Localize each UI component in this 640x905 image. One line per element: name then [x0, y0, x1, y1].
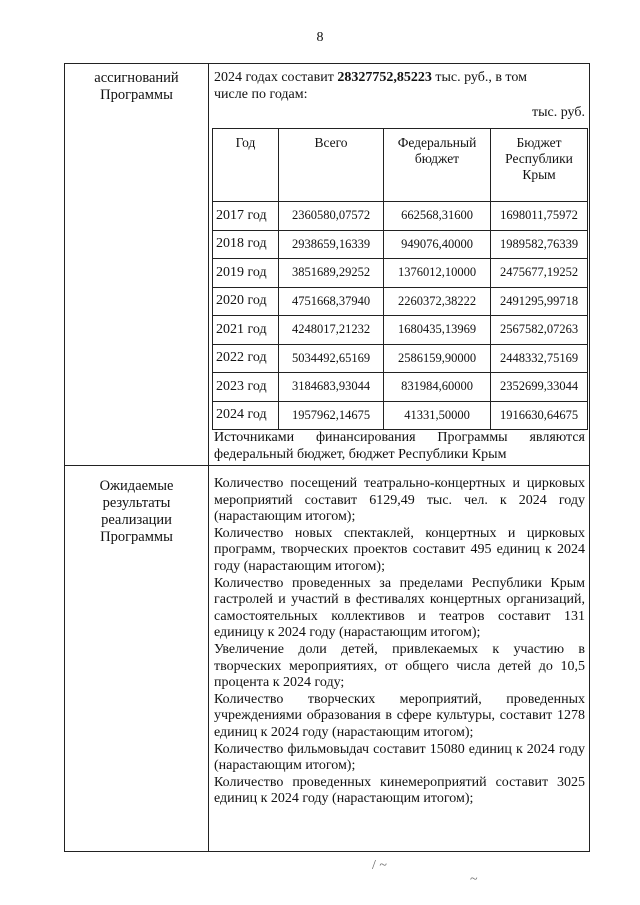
- row-divider: [64, 465, 590, 466]
- row-federal: 2260372,38222: [384, 287, 491, 316]
- row-regional: 2567582,07263: [491, 316, 588, 345]
- section2-label-line: реализации: [101, 512, 172, 528]
- row-federal: 831984,60000: [384, 373, 491, 402]
- funding-intro: [214, 70, 585, 103]
- row-year: 2024 год: [213, 401, 279, 430]
- row-regional: 2475677,19252: [491, 259, 588, 288]
- row-year: 2020 год: [213, 287, 279, 316]
- table-row: [213, 316, 588, 345]
- row-federal: 949076,40000: [384, 230, 491, 259]
- result-item: Увеличение доли детей, привлекаемых к участию в творческих мероприятиях, от общего числа детей до 10,5 процента к 2024 году;: [214, 641, 585, 691]
- header-federal: Федеральный бюджет: [384, 129, 491, 202]
- result-item: Количество творческих мероприятий, проведенных учреждениями образования в сфере культуры, составит 1278 единиц к 2024 году (нарастающим итогом);: [214, 691, 585, 740]
- row-federal: 41331,50000: [384, 401, 491, 430]
- page-number: 8: [316, 30, 324, 45]
- handwritten-mark: / ~: [372, 858, 387, 873]
- row-total: 5034492,65169: [279, 344, 384, 373]
- handwritten-mark: ~: [470, 872, 478, 887]
- row-regional: 2491295,99718: [491, 287, 588, 316]
- funding-intro-pre: 2024 годах составит: [214, 70, 338, 85]
- table-row: [213, 202, 588, 231]
- table-row: [213, 401, 588, 430]
- funding-intro-line2: числе по годам:: [214, 86, 308, 102]
- row-federal: 2586159,90000: [384, 344, 491, 373]
- table-row: [213, 287, 588, 316]
- row-regional: 2448332,75169: [491, 344, 588, 373]
- result-item: Количество новых спектаклей, концертных и цирковых программ, творческих проектов составит 495 единиц к 2024 году (нарастающим итогом);: [214, 525, 585, 574]
- funding-sources: Источниками финансирования Программы являются федеральный бюджет, бюджет Республики Крым: [214, 430, 585, 462]
- row-regional: 1698011,75972: [491, 202, 588, 231]
- row-regional: 1989582,76339: [491, 230, 588, 259]
- section1-label-line2: Программы: [100, 87, 173, 103]
- row-regional: 1916630,64675: [491, 401, 588, 430]
- row-total: 2360580,07572: [279, 202, 384, 231]
- header-year: Год: [213, 129, 279, 202]
- row-federal: 1680435,13969: [384, 316, 491, 345]
- table-row: [213, 344, 588, 373]
- expected-results: [214, 476, 585, 808]
- row-federal: 662568,31600: [384, 202, 491, 231]
- column-divider: [208, 63, 209, 852]
- result-item: Количество проведенных за пределами Республики Крым гастролей и участий в фестивалях концертных организаций, самостоятельных коллективов и театров составит 131 единицу к 2024 году (нарастающим итогом);: [214, 575, 585, 641]
- table-row: [213, 373, 588, 402]
- section1-label-line1: ассигнований: [94, 70, 179, 86]
- section2-label: [64, 478, 209, 546]
- row-year: 2021 год: [213, 316, 279, 345]
- row-year: 2023 год: [213, 373, 279, 402]
- section1-label: [64, 70, 209, 104]
- row-total: 2938659,16339: [279, 230, 384, 259]
- row-total: 4248017,21232: [279, 316, 384, 345]
- section2-label-line: Ожидаемые: [99, 478, 174, 494]
- result-item: Количество фильмовыдач составит 15080 единиц к 2024 году (нарастающим итогом);: [214, 741, 585, 774]
- row-federal: 1376012,10000: [384, 259, 491, 288]
- row-total: 1957962,14675: [279, 401, 384, 430]
- result-item: Количество проведенных кинемероприятий составит 3025 единиц к 2024 году (нарастающим итогом);: [214, 774, 585, 807]
- row-year: 2022 год: [213, 344, 279, 373]
- currency-unit: тыс. руб.: [532, 105, 585, 120]
- row-regional: 2352699,33044: [491, 373, 588, 402]
- row-year: 2017 год: [213, 202, 279, 231]
- financing-table: [212, 128, 588, 430]
- row-total: 3184683,93044: [279, 373, 384, 402]
- table-row: [213, 259, 588, 288]
- header-total: Всего: [279, 129, 384, 202]
- financing-table-header: [213, 129, 588, 202]
- section2-label-line: Программы: [100, 529, 173, 545]
- funding-intro-post: тыс. руб., в том: [431, 70, 527, 85]
- section2-label-line: результаты: [102, 495, 171, 511]
- row-year: 2019 год: [213, 259, 279, 288]
- header-regional: Бюджет Республики Крым: [491, 129, 588, 202]
- row-year: 2018 год: [213, 230, 279, 259]
- row-total: 3851689,29252: [279, 259, 384, 288]
- table-row: [213, 230, 588, 259]
- result-item: Количество посещений театрально-концертных и цирковых мероприятий составит 6129,49 тыс. чел. к 2024 году (нарастающим итогом);: [214, 476, 585, 525]
- row-total: 4751668,37940: [279, 287, 384, 316]
- funding-total: 28327752,85223: [337, 70, 432, 85]
